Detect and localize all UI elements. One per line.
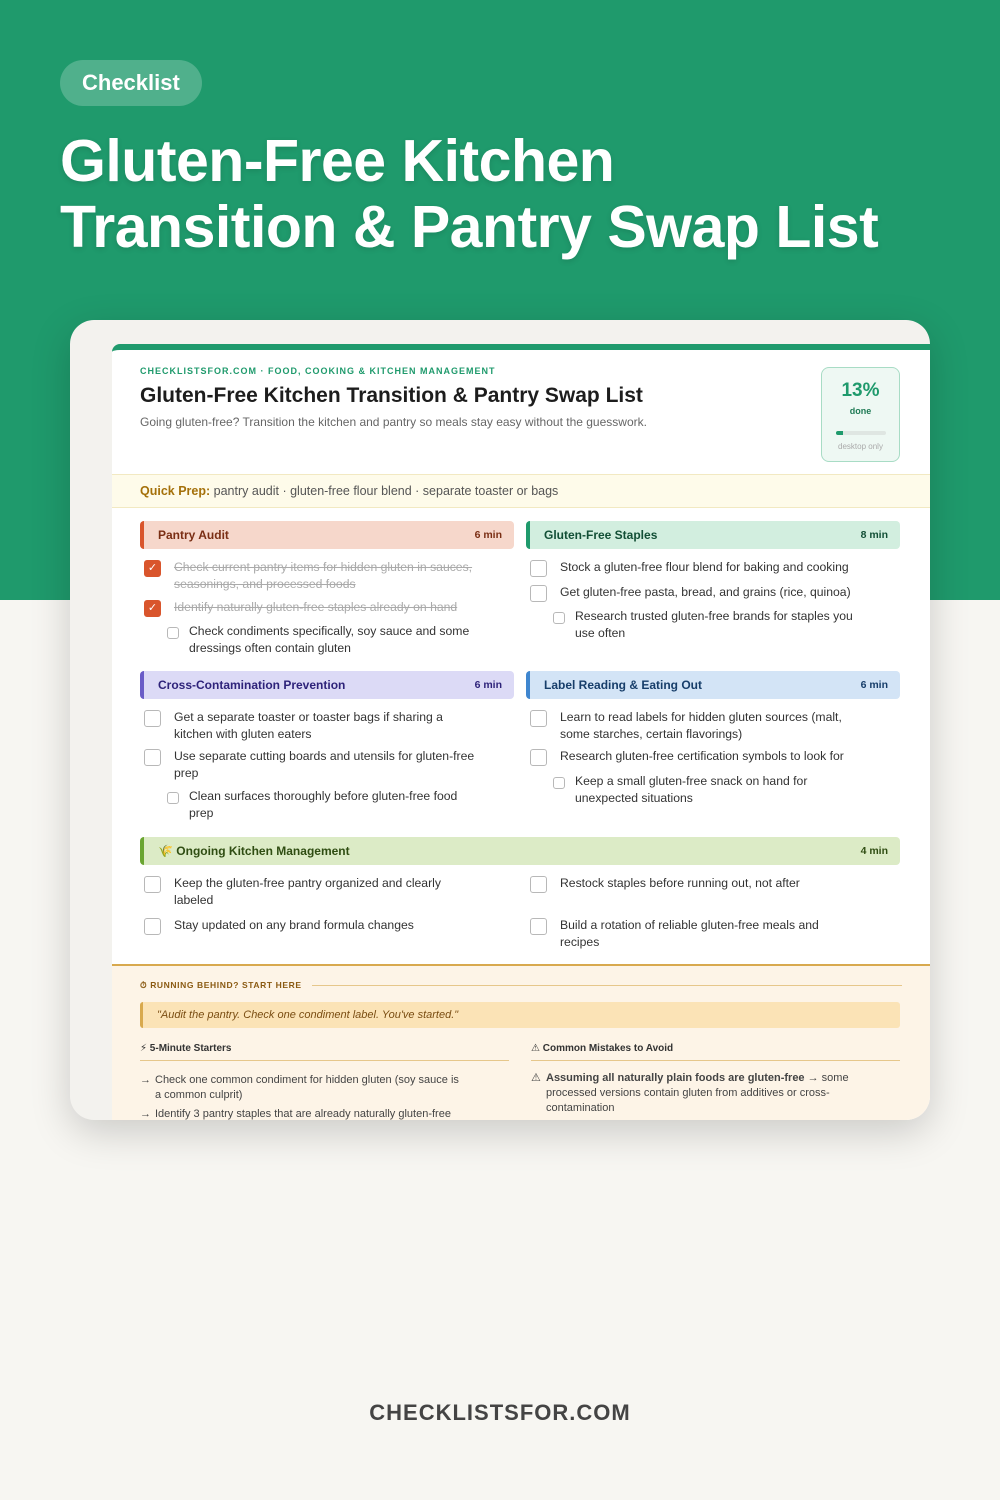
item-text-line: Stock a gluten-free flour blend for baking and cooking	[560, 560, 849, 574]
starter-text-line: a common culprit)	[155, 1089, 243, 1101]
item-text-line: recipes	[560, 935, 600, 949]
checkbox[interactable]	[530, 876, 547, 893]
section-title: Label Reading & Eating Out	[544, 678, 703, 692]
section-header-pantry-audit[interactable]	[140, 521, 514, 549]
checkbox[interactable]	[144, 749, 161, 766]
item-text-line: Use separate cutting boards and utensils for gluten-free	[174, 749, 475, 763]
item-text-line: Get gluten-free pasta, bread, and grains (rice, quinoa)	[560, 585, 851, 599]
progress-card	[821, 367, 900, 462]
divider	[312, 985, 902, 986]
item-text-line: dressings often contain gluten	[189, 641, 351, 655]
mistakes-heading: ⚠ Common Mistakes to Avoid	[531, 1043, 900, 1061]
progress-done-label: done	[849, 406, 872, 416]
item-text-line: use often	[575, 626, 626, 640]
checkbox[interactable]	[530, 560, 547, 577]
section-minutes: 6 min	[474, 529, 502, 541]
checklist-document	[112, 344, 930, 1120]
starters-heading: ⚡ 5-Minute Starters	[140, 1043, 509, 1061]
site-breadcrumb: CHECKLISTSFOR.COM · FOOD, COOKING & KITCHEN MANAGEMENT	[140, 366, 496, 376]
section-minutes: 6 min	[860, 679, 888, 691]
item-text-line: Stay updated on any brand formula changes	[174, 918, 414, 932]
progress-note: desktop only	[838, 442, 883, 451]
section-minutes: 6 min	[474, 679, 502, 691]
hero-title	[60, 128, 960, 260]
item-text-line: some starches, certain flavorings)	[560, 727, 743, 741]
quick-prep-bar	[112, 474, 930, 508]
item-text-line: Keep a small gluten-free snack on hand for	[575, 774, 808, 788]
checkbox[interactable]	[553, 612, 565, 624]
section-header-gluten-free-staples[interactable]	[526, 521, 900, 549]
mistake-text-line: contamination	[546, 1102, 615, 1114]
item-text-line: Research gluten-free certification symbols to look for	[560, 749, 844, 763]
item-text-line: Build a rotation of reliable gluten-free meals and	[560, 918, 819, 932]
checkbox[interactable]	[144, 710, 161, 727]
checkbox-checked[interactable]: ✓	[144, 600, 161, 617]
section-header-ongoing-management[interactable]	[140, 837, 900, 865]
warning-icon: ⚠	[531, 1072, 541, 1084]
item-text-line: prep	[189, 806, 214, 820]
checkbox[interactable]	[144, 918, 161, 935]
arrow-icon: →	[140, 1108, 151, 1120]
item-text-line: prep	[174, 766, 199, 780]
checkbox[interactable]	[553, 777, 565, 789]
item-text-line: Check current pantry items for hidden gluten in sauces,	[174, 560, 473, 574]
checkbox[interactable]	[530, 918, 547, 935]
item-text-line: Check condiments specifically, soy sauce and some	[189, 624, 470, 638]
document-title: Gluten-Free Kitchen Transition & Pantry Swap List	[140, 384, 643, 407]
section-header-label-reading[interactable]	[526, 671, 900, 699]
item-text-line: unexpected situations	[575, 791, 693, 805]
item-text-line: Restock staples before running out, not after	[560, 876, 800, 890]
arrow-icon: →	[140, 1074, 151, 1086]
mistake-text-line: processed versions contain gluten from additives or cross-	[546, 1087, 830, 1099]
progress-bar-fill	[836, 431, 843, 435]
checkbox-checked[interactable]: ✓	[144, 560, 161, 577]
item-text-line: Keep the gluten-free pantry organized and clearly	[174, 876, 441, 890]
section-header-cross-contamination[interactable]	[140, 671, 514, 699]
hero-title-line: Gluten-Free Kitchen	[60, 128, 615, 194]
checkbox[interactable]	[530, 749, 547, 766]
checkbox[interactable]	[167, 792, 179, 804]
item-text-line: seasonings, and processed foods	[174, 577, 356, 591]
item-text-line: Learn to read labels for hidden gluten sources (malt,	[560, 710, 842, 724]
section-title: Cross-Contamination Prevention	[158, 678, 346, 692]
progress-bar	[836, 431, 886, 435]
footer-brand[interactable]: CHECKLISTSFOR.COM	[369, 1400, 631, 1425]
section-title: Gluten-Free Staples	[544, 528, 658, 542]
quick-prep-label: Quick Prep:	[140, 484, 211, 498]
category-pill: Checklist	[60, 60, 202, 106]
hero-title-line: Transition & Pantry Swap List	[60, 194, 879, 260]
section-minutes: 8 min	[860, 529, 888, 541]
checkbox[interactable]	[144, 876, 161, 893]
item-text-line: Clean surfaces thoroughly before gluten-free food	[189, 789, 458, 803]
checkbox[interactable]	[167, 627, 179, 639]
item-text-line: Research trusted gluten-free brands for staples you	[575, 609, 853, 623]
section-title: 🌾 Ongoing Kitchen Management	[158, 844, 350, 858]
quick-prep-text: pantry audit · gluten-free flour blend · separate toaster or bags	[213, 484, 559, 498]
item-text-line: kitchen with gluten eaters	[174, 727, 312, 741]
section-minutes: 4 min	[860, 845, 888, 857]
running-behind-panel	[112, 964, 930, 1120]
checkbox[interactable]	[530, 710, 547, 727]
motivation-quote: "Audit the pantry. Check one condiment label. You've started."	[140, 1002, 900, 1028]
starter-text-line: Identify 3 pantry staples that are already naturally gluten-free	[155, 1108, 451, 1120]
mistake-text-line: → some	[804, 1072, 849, 1084]
document-subtitle: Going gluten-free? Transition the kitchen and pantry so meals stay easy without the guesswork.	[140, 415, 647, 429]
running-behind-title: ⏱ RUNNING BEHIND? START HERE	[140, 980, 302, 990]
mistake-bold: Assuming all naturally plain foods are gluten-free	[546, 1072, 805, 1084]
item-text-line: labeled	[174, 893, 214, 907]
starter-text-line: Check one common condiment for hidden gluten (soy sauce is	[155, 1074, 459, 1086]
preview-frame	[70, 320, 930, 1120]
progress-percent: 13%	[841, 380, 880, 401]
checkbox[interactable]	[530, 585, 547, 602]
item-text-line: Get a separate toaster or toaster bags if sharing a	[174, 710, 443, 724]
item-text-line: Identify naturally gluten-free staples already on hand	[174, 600, 458, 614]
section-title: Pantry Audit	[158, 528, 229, 542]
